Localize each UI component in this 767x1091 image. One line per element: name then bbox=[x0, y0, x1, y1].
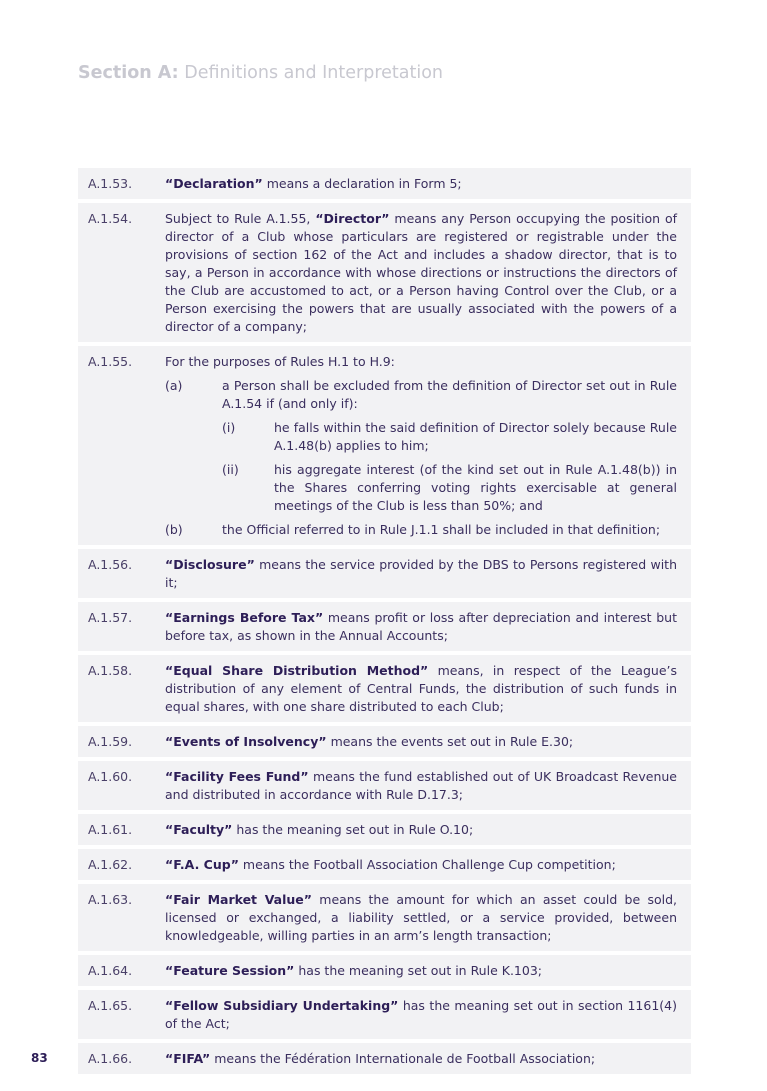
rule-definition: means the fund established out of UK Broadcast Revenue and distributed in accordance with Rule D.17.3; bbox=[165, 769, 677, 802]
rule-row-a-1-54 bbox=[78, 203, 691, 342]
rule-row-a-1-66 bbox=[78, 1043, 691, 1074]
defined-term: “Fair Market Value” bbox=[165, 892, 312, 907]
rule-number: A.1.59. bbox=[88, 734, 133, 749]
rule-text bbox=[165, 891, 677, 945]
rule-definition: means the service provided by the DBS to Persons registered with it; bbox=[165, 557, 677, 590]
rule-definition: has the meaning set out in Rule O.10; bbox=[232, 822, 474, 837]
defined-term: “Director” bbox=[315, 211, 390, 226]
rule-text bbox=[165, 662, 677, 716]
rule-row-a-1-58 bbox=[78, 655, 691, 722]
rule-row-a-1-61 bbox=[78, 814, 691, 845]
section-title-text: Definitions and Interpretation bbox=[184, 63, 444, 83]
rule-row-a-1-65 bbox=[78, 990, 691, 1039]
rule-definition: has the meaning set out in Rule K.103; bbox=[294, 963, 542, 978]
rule-text bbox=[165, 353, 677, 539]
subparagraph-text: his aggregate interest (of the kind set out in Rule A.1.48(b)) in the Shares conferring voting rights exercisable at general meetings of the Club is less than 50%; and bbox=[274, 462, 677, 513]
rule-definition: means a declaration in Form 5; bbox=[262, 176, 462, 191]
rule-number: A.1.65. bbox=[88, 998, 133, 1013]
rule-number: A.1.54. bbox=[88, 211, 133, 226]
rule-definition: has the meaning set out in section 1161(4) of the Act; bbox=[165, 998, 677, 1031]
rule-number: A.1.63. bbox=[88, 892, 133, 907]
rule-intro: For the purposes of Rules H.1 to H.9: bbox=[165, 354, 395, 369]
defined-term: “Earnings Before Tax” bbox=[165, 610, 324, 625]
rule-number: A.1.56. bbox=[88, 557, 133, 572]
rule-text bbox=[165, 962, 677, 980]
rule-text bbox=[165, 556, 677, 592]
defined-term: “Faculty” bbox=[165, 822, 233, 837]
rule-text bbox=[165, 768, 677, 804]
subparagraph-marker: (ii) bbox=[222, 462, 239, 477]
rule-row-a-1-57 bbox=[78, 602, 691, 651]
defined-term: “Declaration” bbox=[165, 176, 263, 191]
rule-definition: means profit or loss after depreciation and interest but before tax, as shown in the Annual Accounts; bbox=[165, 610, 677, 643]
rule-row-a-1-64 bbox=[78, 955, 691, 986]
defined-term: “Facility Fees Fund” bbox=[165, 769, 309, 784]
defined-term: “F.A. Cup” bbox=[165, 857, 239, 872]
subparagraph-ii bbox=[165, 461, 677, 515]
rule-number: A.1.53. bbox=[88, 176, 133, 191]
rule-number: A.1.58. bbox=[88, 663, 133, 678]
defined-term: “Feature Session” bbox=[165, 963, 295, 978]
rule-row-a-1-63 bbox=[78, 884, 691, 951]
page-number: 83 bbox=[31, 1051, 48, 1065]
subparagraph-text: he falls within the said definition of Director solely because Rule A.1.48(b) applies to him; bbox=[274, 420, 677, 453]
rule-text bbox=[165, 1050, 677, 1068]
rules-table bbox=[78, 168, 691, 1078]
rule-text bbox=[165, 175, 677, 193]
rule-row-a-1-60 bbox=[78, 761, 691, 810]
rule-definition: means the amount for which an asset could be sold, licensed or exchanged, a liability settled, or a service provided, between knowledgeable, willing parties in an arm’s length transaction; bbox=[165, 892, 677, 943]
paragraph-text: the Official referred to in Rule J.1.1 shall be included in that definition; bbox=[222, 522, 661, 537]
rule-number: A.1.62. bbox=[88, 857, 133, 872]
rule-row-a-1-56 bbox=[78, 549, 691, 598]
rule-definition: means the Fédération Internationale de Football Association; bbox=[210, 1051, 596, 1066]
rule-row-a-1-59 bbox=[78, 726, 691, 757]
section-title bbox=[78, 63, 443, 83]
subparagraph-i bbox=[165, 419, 677, 455]
rule-number: A.1.60. bbox=[88, 769, 133, 784]
rule-text bbox=[165, 997, 677, 1033]
subparagraph-marker: (i) bbox=[222, 420, 236, 435]
rule-row-a-1-62 bbox=[78, 849, 691, 880]
defined-term: “Events of Insolvency” bbox=[165, 734, 327, 749]
paragraph-marker: (b) bbox=[165, 522, 183, 537]
rule-number: A.1.55. bbox=[88, 354, 133, 369]
paragraph-b bbox=[165, 521, 677, 539]
rule-text bbox=[165, 210, 677, 336]
rule-definition: means the events set out in Rule E.30; bbox=[326, 734, 574, 749]
rule-number: A.1.64. bbox=[88, 963, 133, 978]
rule-definition: means, in respect of the League’s distribution of any element of Central Funds, the distribution of such funds in equal shares, with one share distributed to each Club; bbox=[165, 663, 677, 714]
rule-definition: means any Person occupying the position of director of a Club whose particulars are registered or registrable under the provisions of section 162 of the Act and includes a shadow director, that is to say, a Person in accordance with whose directions or instructions the directors of the Club are accustomed to act, or a Person having Control over the Club, or a Person exercising the powers that are usually associated with the powers of a director of a company; bbox=[165, 211, 677, 334]
rule-text bbox=[165, 821, 677, 839]
defined-term: “Fellow Subsidiary Undertaking” bbox=[165, 998, 399, 1013]
paragraph-a bbox=[165, 377, 677, 413]
defined-term: “Equal Share Distribution Method” bbox=[165, 663, 429, 678]
rule-number: A.1.57. bbox=[88, 610, 133, 625]
rule-prefix: Subject to Rule A.1.55, bbox=[165, 211, 316, 226]
paragraph-marker: (a) bbox=[165, 378, 183, 393]
paragraph-text: a Person shall be excluded from the definition of Director set out in Rule A.1.54 if (and only if): bbox=[222, 378, 677, 411]
rule-row-a-1-55 bbox=[78, 346, 691, 545]
rule-text bbox=[165, 733, 677, 751]
rule-text bbox=[165, 609, 677, 645]
rule-text bbox=[165, 856, 677, 874]
rule-number: A.1.66. bbox=[88, 1051, 133, 1066]
section-label: Section A: bbox=[78, 63, 179, 83]
rule-definition: means the Football Association Challenge Cup competition; bbox=[238, 857, 616, 872]
rule-number: A.1.61. bbox=[88, 822, 133, 837]
defined-term: “FIFA” bbox=[165, 1051, 211, 1066]
rule-row-a-1-53 bbox=[78, 168, 691, 199]
defined-term: “Disclosure” bbox=[165, 557, 255, 572]
